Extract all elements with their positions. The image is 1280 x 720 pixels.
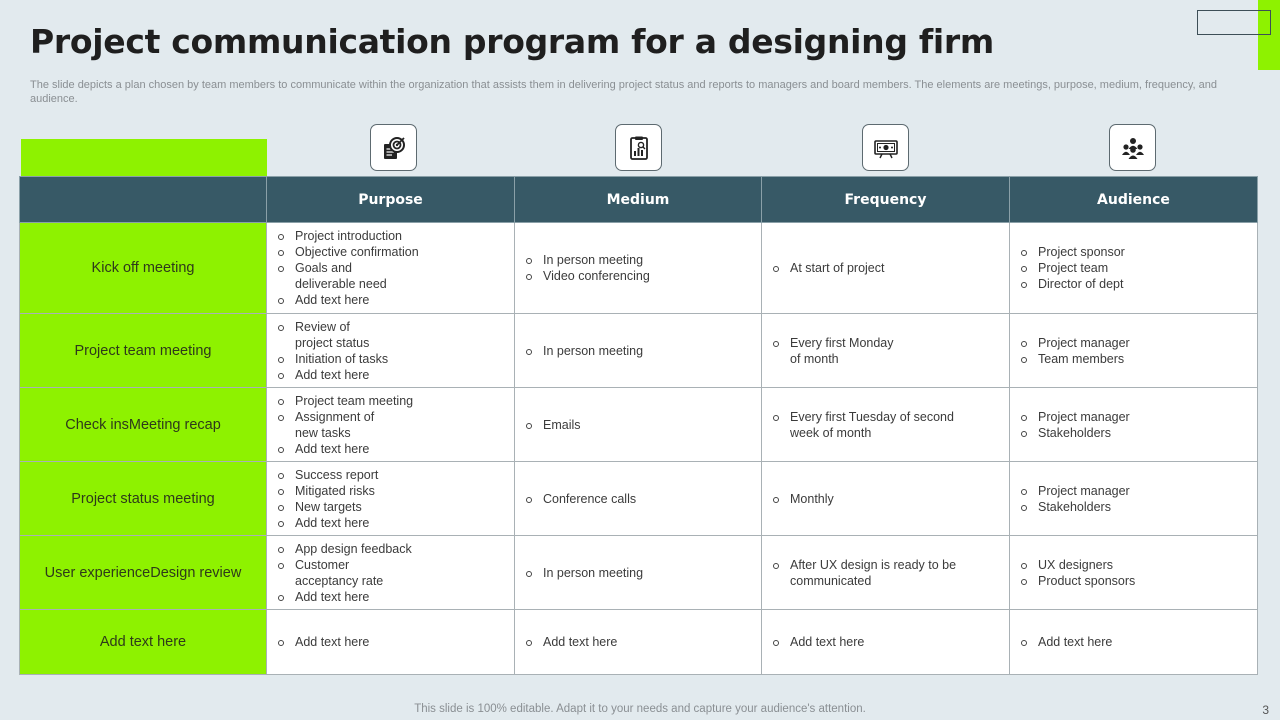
line-text: Add text here [543,635,618,649]
purpose-cell [267,314,515,388]
list-item [277,319,504,351]
purpose-list [277,319,504,383]
medium-cell [515,610,762,675]
list-item [1020,409,1247,425]
list-item [772,634,999,650]
line-text: Emails [543,417,581,432]
list-item [525,417,751,433]
list-item [277,244,504,260]
list-item [277,367,504,383]
line-text: Project team meeting [74,342,212,359]
purpose-cell [267,610,515,675]
list-item [772,491,999,507]
line-text: Add text here [295,515,370,530]
frequency-list [772,557,999,589]
purpose-list [277,467,504,531]
line-text: Product sponsors [1038,573,1136,588]
line-text: Kick off meeting [91,260,195,276]
frequency-cell [762,223,1010,314]
header-frequency: Frequency [762,177,1010,223]
line-text: UX designers [1038,557,1114,572]
line-text: Every first Tuesday of second [790,409,954,424]
list-item [1020,335,1247,351]
frequency-list [772,409,999,441]
line-text: Customer [295,557,350,572]
medium-list [525,252,751,284]
list-item [277,292,504,308]
line-text: Every first Monday [790,335,894,350]
list-item [277,634,504,650]
frequency-list [772,491,999,507]
line-text: deliverable need [295,277,387,291]
line-text: Monthly [790,491,834,506]
list-item [1020,634,1247,650]
line-text: Project manager [1038,335,1130,350]
list-item [525,565,751,581]
list-item [277,589,504,605]
line-text: Add text here [295,367,370,382]
page-number: 3 [1262,703,1269,717]
medium-list [525,417,751,433]
list-item [1020,573,1247,589]
list-item [277,260,504,292]
line-text: At start of project [790,261,885,275]
frequency-cell [762,536,1010,610]
list-item [277,483,504,499]
audience-list [1020,244,1247,292]
line-text: Project sponsor [1038,245,1125,259]
purpose-cell [267,388,515,462]
list-item [525,343,751,359]
table-header-row [20,177,1258,223]
list-item [525,252,751,268]
line-text: Meeting recap [128,416,221,433]
table-corner-tab [21,139,267,177]
line-text: Initiation of tasks [295,351,389,366]
line-text: Team members [1038,351,1125,366]
table-row [20,388,1258,462]
list-item [525,491,751,507]
header-purpose: Purpose [267,177,515,223]
list-item [525,634,751,650]
frequency-list [772,260,999,276]
list-item [277,467,504,483]
header-blank-cell [20,177,267,223]
money-presentation-icon [862,124,909,171]
header-audience: Audience [1010,177,1258,223]
line-text: Add text here [295,635,370,649]
line-text: Stakeholders [1038,425,1111,440]
line-text: In person meeting [543,343,644,358]
table-row [20,610,1258,675]
line-text: Stakeholders [1038,499,1111,514]
audience-cell [1010,314,1258,388]
list-item [772,557,999,589]
table-row [20,314,1258,388]
row-label-cell [20,388,267,462]
purpose-list [277,541,504,605]
line-text: acceptancy rate [295,573,384,588]
line-text: In person meeting [543,565,644,580]
line-text: Review of [295,319,350,334]
line-text: Assignment of [295,409,375,424]
list-item [277,557,504,589]
list-item [1020,557,1247,573]
audience-list [1020,634,1247,650]
row-label-cell [20,223,267,314]
line-text: Director of dept [1038,277,1124,291]
audience-cell [1010,462,1258,536]
communication-program-table [19,176,1258,675]
frequency-list [772,634,999,650]
line-text: Add text here [295,293,370,307]
line-text: Success report [295,467,379,482]
list-item [1020,499,1247,515]
line-text: In person meeting [543,253,644,267]
line-text: Project manager [1038,409,1130,424]
row-label-cell [20,314,267,388]
row-label-cell [20,610,267,675]
list-item [772,260,999,276]
audience-list [1020,409,1247,441]
audience-cell [1010,223,1258,314]
line-text: Project status meeting [71,490,215,507]
medium-cell [515,388,762,462]
line-text: communicated [790,573,872,588]
line-text: week of month [790,425,872,440]
list-item [277,409,504,441]
medium-list [525,634,751,650]
medium-list [525,565,751,581]
list-item [1020,425,1247,441]
list-item [1020,244,1247,260]
target-document-icon [370,124,417,171]
line-text: Add text here [1038,635,1113,649]
line-text: new tasks [295,425,351,440]
medium-list [525,491,751,507]
header-medium: Medium [515,177,762,223]
frequency-cell [762,462,1010,536]
purpose-list [277,634,504,650]
line-text: Design review [150,564,242,581]
slide-description: The slide depicts a plan chosen by team members to communicate within the organization that assists them in delivering project status and reports to managers and board members. The elements are meetings, purpose, medium, frequency, and audience. [30,79,1217,105]
page-title: Project communication program for a designing firm [30,22,994,61]
list-item [277,441,504,457]
frequency-list [772,335,999,367]
line-text: After UX design is ready to be [790,557,957,572]
line-text: New targets [295,499,362,514]
line-text: Check ins [65,416,129,433]
corner-outline-box [1197,10,1271,35]
clipboard-chart-icon [615,124,662,171]
purpose-cell [267,462,515,536]
table-row [20,536,1258,610]
table-row [20,462,1258,536]
line-text: Project manager [1038,483,1130,498]
list-item [277,393,504,409]
list-item [277,228,504,244]
frequency-cell [762,314,1010,388]
medium-cell [515,536,762,610]
line-text: of month [790,351,839,366]
medium-cell [515,462,762,536]
list-item [1020,351,1247,367]
audience-cell [1010,536,1258,610]
list-item [277,541,504,557]
list-item [1020,276,1247,292]
audience-list [1020,557,1247,589]
list-item [1020,483,1247,499]
line-text: Project introduction [295,229,403,243]
purpose-list [277,393,504,457]
line-text: project status [295,335,370,350]
list-item [277,351,504,367]
list-item [772,409,999,441]
table-row [20,223,1258,314]
list-item [525,268,751,284]
line-text: Project team [1038,261,1109,275]
line-text: Add text here [295,589,370,604]
line-text: User experience [44,564,151,581]
frequency-cell [762,388,1010,462]
line-text: Add text here [99,634,187,650]
line-text: Video conferencing [543,269,650,283]
line-text: Objective confirmation [295,245,419,259]
line-text: Conference calls [543,491,637,506]
audience-cell [1010,388,1258,462]
line-text: Project team meeting [295,393,414,408]
list-item [1020,260,1247,276]
purpose-cell [267,223,515,314]
purpose-cell [267,536,515,610]
purpose-list [277,228,504,308]
medium-list [525,343,751,359]
list-item [277,515,504,531]
row-label-cell [20,462,267,536]
list-item [772,335,999,367]
list-item [277,499,504,515]
footer-note: This slide is 100% editable. Adapt it to your needs and capture your audience's attention. [414,703,866,715]
line-text: Add text here [295,441,370,456]
row-label-cell [20,536,267,610]
medium-cell [515,314,762,388]
team-group-icon [1109,124,1156,171]
frequency-cell [762,610,1010,675]
line-text: Mitigated risks [295,483,375,498]
line-text: App design feedback [295,541,412,556]
line-text: Goals and [295,261,352,275]
audience-list [1020,483,1247,515]
line-text: Add text here [790,635,865,649]
audience-list [1020,335,1247,367]
medium-cell [515,223,762,314]
audience-cell [1010,610,1258,675]
